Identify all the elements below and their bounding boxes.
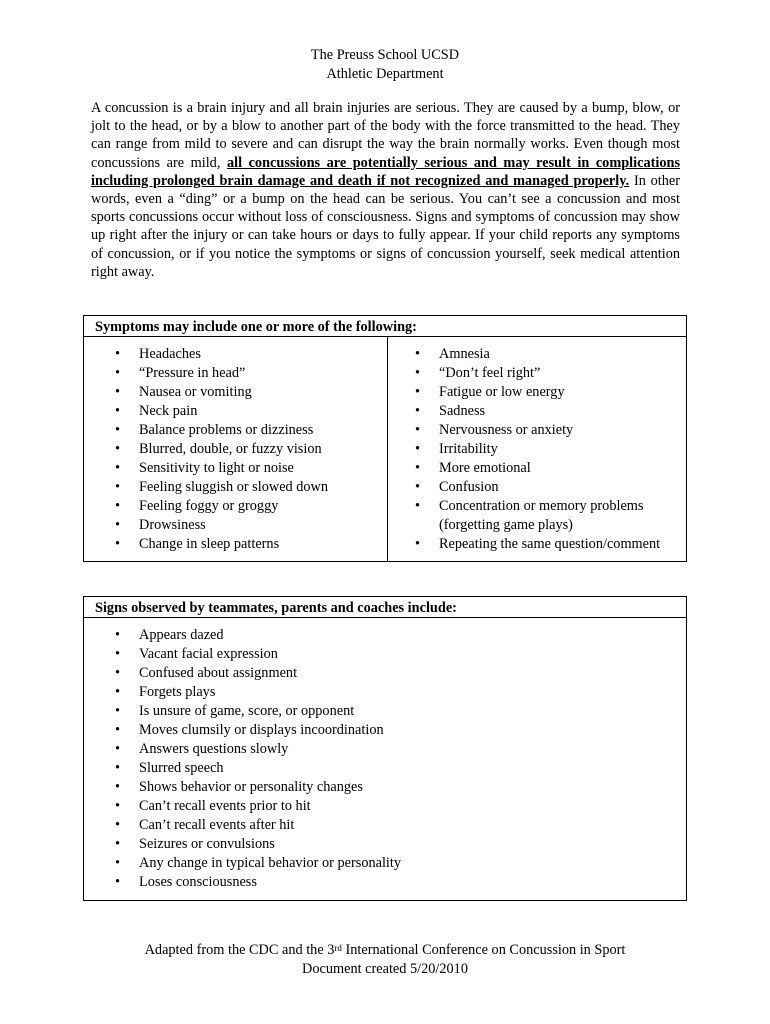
bullet-icon: • [115,403,121,419]
list-item [388,402,686,421]
list-item [84,683,686,702]
list-item [84,664,686,683]
list-item-text: Nervousness or anxiety [439,422,574,438]
bullet-icon: • [115,855,121,871]
list-item-text: Amnesia [439,346,490,362]
list-item-text: Loses consciousness [139,874,257,890]
list-item-text: “Don’t feel right” [439,365,541,381]
list-item [388,421,686,440]
intro-paragraph [91,99,680,281]
signs-content [84,618,686,892]
symptoms-right-column [388,337,686,561]
intro-text-2: In other words, even a “ding” or a bump on the head can be serious. You can’t see a concussion and most sports concussions occur without loss of consciousness. Signs and symptoms of concussion may show up right after the injury or can take hours or days to fully appear. If your child reports any symptoms of concussion, or if you notice the symptoms or signs of concussion yourself, seek medical attention right away. [91,172,681,280]
bullet-icon: • [415,441,421,457]
list-item [84,478,387,497]
bullet-icon: • [115,365,121,381]
source-credit-sup: rd [334,943,342,953]
list-item-text: Nausea or vomiting [139,384,252,400]
source-credit-text-a: Adapted from the CDC and the 3 [144,942,335,958]
symptoms-left-column [84,337,388,561]
list-item [84,626,686,645]
list-item [388,459,686,478]
list-item-text: Repeating the same question/comment [439,536,661,552]
symptoms-title: Symptoms may include one or more of the following: [84,316,686,337]
list-item-text: Feeling foggy or groggy [139,498,279,514]
list-item-text: Sensitivity to light or noise [139,460,294,476]
symptoms-left-list [84,345,387,554]
list-item-text: Seizures or convulsions [139,836,275,852]
list-item [84,497,387,516]
list-item [388,440,686,459]
list-item-text: Neck pain [139,403,198,419]
list-item-text: Vacant facial expression [139,646,278,662]
list-item-text: Is unsure of game, score, or opponent [139,703,355,719]
bullet-icon: • [115,684,121,700]
bullet-icon: • [115,760,121,776]
list-item [84,516,387,535]
bullet-icon: • [115,479,121,495]
list-item-text: Feeling sluggish or slowed down [139,479,329,495]
intro-text-1: A concussion is a brain injury and all brain injuries are serious. They are caused by a bump, blow, or jolt to the head, or by a blow to another part of the body with the force transmitted to the head. They can range from mild to severe and can disrupt the way the brain normally works. Even though most concussions are mild, [91,100,680,171]
list-item [84,835,686,854]
bullet-icon: • [115,627,121,643]
bullet-icon: • [415,460,421,476]
list-item [84,873,686,892]
bullet-icon: • [115,517,121,533]
list-item-text: Confusion [439,479,499,495]
bullet-icon: • [115,817,121,833]
list-item-text: Headaches [139,346,201,362]
bullet-icon: • [115,874,121,890]
list-item-text: Sadness [439,403,486,419]
list-item [84,645,686,664]
source-credit-text-b: International Conference on Concussion in Sport [341,942,626,958]
list-item [84,421,387,440]
bullet-icon: • [115,741,121,757]
list-item-text: Slurred speech [139,760,224,776]
list-item [388,364,686,383]
list-item [388,497,686,535]
list-item-text: Can’t recall events prior to hit [139,798,311,814]
symptoms-box [83,315,687,562]
symptoms-right-list [388,345,686,554]
symptoms-columns [84,337,686,561]
list-item-text: Change in sleep patterns [139,536,280,552]
bullet-icon: • [115,536,121,552]
school-name: The Preuss School UCSD [310,47,460,63]
list-item [84,797,686,816]
bullet-icon: • [415,422,421,438]
bullet-icon: • [115,779,121,795]
list-item [388,383,686,402]
list-item-text: Irritability [439,441,498,457]
list-item [84,854,686,873]
list-item [84,383,387,402]
bullet-icon: • [115,460,121,476]
list-item-text: More emotional [439,460,531,476]
list-item [84,364,387,383]
list-item [388,478,686,497]
bullet-icon: • [415,498,421,514]
list-item [84,345,387,364]
bullet-icon: • [415,346,421,362]
bullet-icon: • [415,365,421,381]
list-item-text: Concentration or memory problems (forgetting game plays) [439,498,644,533]
bullet-icon: • [115,722,121,738]
list-item-text: Shows behavior or personality changes [139,779,363,795]
list-item [84,721,686,740]
list-item-text: Answers questions slowly [139,741,289,757]
bullet-icon: • [115,798,121,814]
bullet-icon: • [415,536,421,552]
bullet-icon: • [115,703,121,719]
list-item-text: Fatigue or low energy [439,384,565,400]
department-name: Athletic Department [326,66,444,82]
signs-title: Signs observed by teammates, parents and coaches include: [84,597,686,618]
bullet-icon: • [115,836,121,852]
bullet-icon: • [115,346,121,362]
bullet-icon: • [115,665,121,681]
list-item-text: Can’t recall events after hit [139,817,295,833]
bullet-icon: • [115,422,121,438]
document-date: Document created 5/20/2010 [302,961,468,977]
signs-list [84,626,686,892]
list-item [84,778,686,797]
bullet-icon: • [115,441,121,457]
list-item [84,702,686,721]
bullet-icon: • [415,403,421,419]
signs-box [83,596,687,901]
list-item-text: “Pressure in head” [139,365,246,381]
list-item [84,535,387,554]
list-item [84,816,686,835]
list-item [84,440,387,459]
list-item-text: Appears dazed [139,627,224,643]
list-item-text: Forgets plays [139,684,216,700]
intro-emphasis: all concussions are potentially serious and may result in complications including prolonged brain damage and death if not recognized and managed properly. [91,154,681,189]
list-item [84,759,686,778]
bullet-icon: • [115,384,121,400]
list-item [388,345,686,364]
list-item-text: Moves clumsily or displays incoordination [139,722,384,738]
source-credit [0,941,770,960]
list-item [84,740,686,759]
bullet-icon: • [115,646,121,662]
list-item-text: Balance problems or dizziness [139,422,314,438]
list-item [84,459,387,478]
list-item [388,535,686,554]
list-item-text: Confused about assignment [139,665,298,681]
list-item-text: Any change in typical behavior or personality [139,855,402,871]
list-item [84,402,387,421]
bullet-icon: • [415,384,421,400]
list-item-text: Drowsiness [139,517,206,533]
bullet-icon: • [415,479,421,495]
bullet-icon: • [115,498,121,514]
list-item-text: Blurred, double, or fuzzy vision [139,441,322,457]
